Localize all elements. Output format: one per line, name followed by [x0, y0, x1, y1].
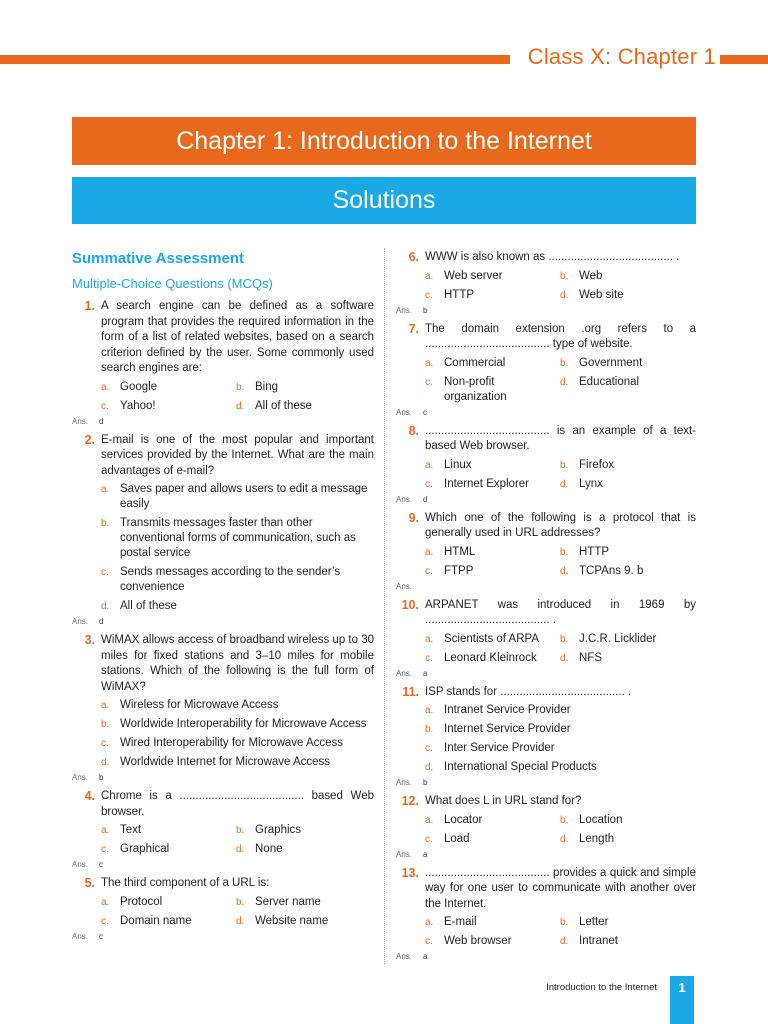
option-item: [236, 842, 374, 857]
answer-label: Ans.: [72, 860, 89, 869]
option-text: Leonard Kleinrock: [444, 651, 537, 664]
option-text: Web server: [444, 269, 503, 282]
solutions-banner: [72, 177, 696, 224]
answer-label: Ans.: [72, 773, 89, 782]
option-letter: c.: [425, 833, 433, 845]
question-item: [396, 322, 696, 409]
option-item: [236, 399, 374, 414]
option-item: [425, 703, 696, 718]
option-item: [425, 632, 560, 647]
option-item: [101, 914, 236, 929]
header-rule-left: [0, 55, 510, 64]
option-item: [560, 269, 696, 284]
options-list: [101, 380, 374, 418]
option-item: [560, 564, 696, 579]
option-letter: b.: [560, 270, 569, 282]
question-number: 6.: [408, 250, 419, 264]
option-item: [560, 545, 696, 560]
option-letter: a.: [425, 814, 434, 826]
option-letter: d.: [560, 833, 569, 845]
option-text: HTTP: [444, 288, 475, 301]
option-letter: b.: [236, 381, 245, 393]
option-text: Inter Service Provider: [444, 742, 555, 754]
option-letter: c.: [425, 565, 433, 577]
question-text: Which one of the following is a protocol that is generally used in URL addresses?: [425, 511, 696, 539]
question-item: [396, 598, 696, 670]
right-column: [396, 250, 696, 968]
option-text: Server name: [255, 895, 321, 908]
option-letter: b.: [560, 459, 569, 471]
option-letter: d.: [560, 376, 569, 388]
option-text: Saves paper and allows users to edit a message easily: [120, 483, 368, 510]
option-text: E-mail: [444, 916, 477, 928]
option-item: [236, 380, 374, 395]
question-item: [396, 511, 696, 583]
option-item: [425, 545, 560, 560]
solutions-title-text: Solutions: [332, 186, 436, 214]
answer-value: c: [423, 407, 427, 417]
option-item: [425, 477, 560, 492]
option-text: NFS: [579, 651, 602, 664]
question-item: [72, 789, 374, 861]
answer-value: a: [423, 849, 428, 859]
answer-label: Ans.: [72, 617, 89, 626]
options-list: [425, 269, 696, 307]
question-number: 1.: [84, 299, 95, 313]
option-text: Educational: [579, 375, 640, 388]
option-text: Graphics: [255, 824, 302, 836]
question-item: [396, 685, 696, 780]
footer-running-title: Introduction to the Internet: [546, 982, 657, 993]
option-letter: a.: [425, 917, 434, 928]
option-item: [101, 516, 374, 561]
option-item: [101, 755, 374, 770]
chapter-title-text: Chapter 1: Introduction to the Internet: [176, 126, 592, 155]
option-text: Wired Interoperability for Microwave Access: [120, 737, 344, 749]
answer-label: Ans.: [396, 778, 413, 787]
question-text: WiMAX allows access of broadband wireless up to 30 miles for fixed stations and 3–10 miles for mobile stations. Which of the following is the full form of WiMAX?: [101, 634, 374, 693]
option-letter: c.: [425, 289, 433, 301]
options-list: [425, 703, 696, 779]
option-item: [425, 288, 560, 303]
option-item: [425, 722, 696, 737]
option-letter: a.: [101, 825, 110, 836]
option-item: [425, 832, 560, 847]
option-item: [560, 651, 696, 666]
option-letter: d.: [560, 478, 569, 490]
option-item: [236, 823, 374, 838]
option-text: Lynx: [579, 477, 603, 490]
option-item: [560, 356, 696, 371]
option-text: Internet Service Provider: [444, 723, 571, 735]
option-item: [425, 915, 560, 930]
option-letter: d.: [560, 289, 569, 301]
option-letter: c.: [101, 844, 109, 855]
option-text: Web site: [579, 288, 624, 301]
option-letter: a.: [101, 896, 110, 908]
question-number: 7.: [408, 321, 419, 336]
option-item: [560, 813, 696, 828]
option-letter: c.: [101, 567, 109, 578]
question-text: Chrome is a ....................................... based Web browser.: [101, 790, 374, 818]
option-item: [425, 269, 560, 284]
option-text: Internet Explorer: [444, 477, 530, 490]
option-text: Website name: [255, 914, 329, 927]
class-chapter-title: Class X: Chapter 1: [527, 44, 716, 69]
question-number: 12.: [401, 794, 419, 808]
question-number: 3.: [84, 633, 95, 647]
question-number: 8.: [408, 423, 419, 438]
left-column: [72, 250, 374, 948]
option-item: [560, 288, 696, 303]
option-item: [101, 717, 374, 732]
question-text: What does L in URL stand for?: [425, 795, 582, 807]
option-text: Commercial: [444, 356, 506, 369]
answer-value: d: [99, 416, 104, 426]
options-list: [425, 458, 696, 496]
option-letter: b.: [560, 814, 569, 826]
option-text: Intranet: [579, 935, 618, 947]
option-text: Protocol: [120, 895, 163, 908]
option-text: Wireless for Microwave Access: [120, 699, 279, 711]
option-text: J.C.R. Licklider: [579, 632, 657, 645]
option-item: [560, 915, 696, 930]
option-letter: d.: [560, 652, 569, 664]
option-item: [560, 375, 696, 405]
option-item: [425, 934, 560, 949]
option-text: Worldwide Interoperability for Microwave Access: [120, 718, 367, 730]
answer-label: Ans.: [396, 668, 413, 678]
option-text: Letter: [579, 916, 609, 928]
option-text: Google: [120, 380, 158, 393]
option-text: Graphical: [120, 843, 170, 855]
question-text: The domain extension .org refers to a ....................................... type of website.: [425, 322, 696, 350]
option-letter: b.: [236, 825, 245, 836]
option-text: All of these: [120, 600, 177, 612]
option-text: FTPP: [444, 564, 474, 577]
options-list: [101, 482, 374, 618]
option-letter: d.: [101, 601, 110, 612]
subsection-title: Multiple-Choice Questions (MCQs): [72, 276, 273, 291]
options-list: [101, 823, 374, 861]
answer-label: Ans.: [72, 931, 89, 941]
option-letter: b.: [236, 896, 245, 908]
answer-label: Ans.: [72, 416, 89, 426]
answer-label: Ans.: [396, 305, 413, 315]
answer-value: b: [423, 778, 428, 787]
option-letter: c.: [425, 743, 433, 754]
option-item: [425, 375, 560, 405]
option-letter: d.: [236, 915, 245, 927]
option-text: Firefox: [579, 458, 615, 471]
question-text: ....................................... is an example of a text-based Web browser.: [425, 424, 696, 452]
question-text: ARPANET was introduced in 1969 by ....................................... .: [425, 598, 696, 626]
answer-label: Ans.: [396, 952, 413, 961]
chapter-title-banner: [72, 117, 696, 165]
page-number-tab: [670, 976, 694, 1024]
option-letter: a.: [101, 381, 110, 393]
option-text: Scientists of ARPA: [444, 632, 540, 645]
option-text: Yahoo!: [120, 399, 156, 412]
answer-value: a: [423, 952, 428, 961]
option-letter: b.: [425, 724, 434, 735]
question-item: [396, 794, 696, 851]
options-list: [425, 915, 696, 953]
option-text: Intranet Service Provider: [444, 704, 571, 716]
option-item: [560, 477, 696, 492]
option-item: [101, 482, 374, 512]
option-letter: c.: [101, 400, 109, 412]
option-item: [101, 842, 236, 857]
option-letter: d.: [236, 844, 245, 855]
option-letter: a.: [425, 705, 434, 716]
question-item: [72, 876, 374, 933]
question-text: WWW is also known as ....................................... .: [425, 251, 680, 263]
column-divider: [384, 248, 385, 964]
answer-value: d: [99, 617, 104, 626]
option-text: None: [255, 843, 283, 855]
question-number: 13.: [401, 865, 419, 880]
question-number: 5.: [84, 876, 95, 890]
question-number: 11.: [402, 684, 419, 699]
option-letter: a.: [425, 633, 434, 645]
option-item: [425, 356, 560, 371]
option-text: Linux: [444, 458, 472, 471]
option-item: [425, 651, 560, 666]
option-item: [560, 832, 696, 847]
option-item: [101, 823, 236, 838]
option-text: HTTP: [579, 545, 610, 558]
option-text: HTML: [444, 545, 476, 558]
option-item: [101, 698, 374, 713]
option-item: [101, 399, 236, 414]
option-text: Domain name: [120, 914, 192, 927]
question-text: E-mail is one of the most popular and important services provided by the Internet. What are the main advantages of e-mail?: [101, 433, 374, 477]
question-text: A search engine can be defined as a software program that provides the required information in the form of a list of related websites, based on a search criterion defined by the user. Some commonly used search engines are:: [101, 300, 374, 374]
option-text: Non-profit organization: [444, 375, 507, 403]
option-letter: c.: [101, 915, 109, 927]
option-text: TCPAns 9. b: [579, 564, 644, 577]
option-letter: c.: [425, 936, 433, 947]
question-text: The third component of a URL is:: [101, 877, 270, 889]
option-item: [560, 458, 696, 473]
answer-value: d: [423, 494, 428, 504]
option-text: Location: [579, 813, 623, 826]
answer-label: Ans.: [396, 407, 413, 417]
answer-value: c: [99, 931, 103, 941]
question-text: ....................................... provides a quick and simple way for one user to communicate with another over the Internet.: [425, 866, 696, 910]
option-text: All of these: [255, 399, 312, 412]
answer-value: b: [423, 305, 428, 315]
option-item: [425, 458, 560, 473]
option-letter: b.: [560, 546, 569, 558]
option-item: [560, 934, 696, 949]
options-list: [101, 895, 374, 933]
question-text: ISP stands for ....................................... .: [425, 685, 632, 698]
option-letter: c.: [425, 652, 433, 664]
question-item: [72, 299, 374, 418]
question-number: 4.: [84, 789, 95, 803]
options-list: [425, 356, 696, 409]
page-number: 1: [678, 980, 686, 995]
option-letter: a.: [425, 546, 434, 558]
options-list: [425, 632, 696, 670]
option-text: Government: [579, 356, 643, 369]
question-item: [72, 433, 374, 619]
option-letter: a.: [101, 700, 110, 711]
option-text: International Special Products: [444, 761, 597, 773]
answer-value: b: [99, 773, 104, 782]
option-item: [101, 736, 374, 751]
option-text: Locator: [444, 813, 483, 826]
option-text: Bing: [255, 380, 279, 393]
option-letter: b.: [560, 633, 569, 645]
option-letter: d.: [101, 757, 110, 768]
option-item: [101, 380, 236, 395]
option-text: Text: [120, 824, 142, 836]
option-letter: a.: [425, 357, 434, 369]
section-title: Summative Assessment: [72, 250, 245, 267]
option-text: Load: [444, 832, 470, 845]
option-text: Sends messages according to the sender’s convenience: [120, 566, 341, 593]
option-letter: b.: [560, 357, 569, 369]
option-text: Web: [579, 269, 603, 282]
option-item: [236, 895, 374, 910]
option-letter: c.: [101, 738, 109, 749]
option-item: [425, 760, 696, 775]
option-letter: b.: [101, 518, 110, 529]
option-letter: d.: [560, 565, 569, 577]
option-text: Worldwide Internet for Microwave Access: [120, 756, 331, 768]
answer-label: Ans.: [396, 494, 413, 504]
question-item: [72, 633, 374, 774]
option-letter: b.: [560, 917, 569, 928]
answer-value: a: [423, 668, 428, 678]
question-number: 9.: [408, 510, 419, 525]
question-item: [396, 250, 696, 307]
answer-value: c: [99, 860, 103, 869]
answer-label: Ans.: [396, 849, 413, 859]
question-item: [396, 424, 696, 496]
question-number: 2.: [84, 432, 95, 447]
option-item: [101, 565, 374, 595]
answer-label: Ans.: [396, 581, 413, 591]
question-number: 10.: [401, 597, 419, 612]
option-letter: d.: [425, 762, 434, 773]
option-item: [560, 632, 696, 647]
option-item: [425, 564, 560, 579]
option-item: [425, 741, 696, 756]
option-item: [425, 813, 560, 828]
option-letter: d.: [560, 936, 569, 947]
option-item: [101, 895, 236, 910]
option-text: Length: [579, 832, 615, 845]
options-list: [101, 698, 374, 774]
options-list: [425, 813, 696, 851]
option-letter: a.: [425, 270, 434, 282]
option-letter: c.: [425, 376, 433, 388]
option-item: [101, 599, 374, 614]
option-letter: b.: [101, 719, 110, 730]
option-item: [236, 914, 374, 929]
option-text: Transmits messages faster than other conventional forms of communication, such as postal service: [120, 517, 356, 559]
option-letter: d.: [236, 400, 245, 412]
question-item: [396, 866, 696, 954]
option-text: Web browser: [444, 935, 512, 947]
option-letter: a.: [425, 459, 434, 471]
option-letter: c.: [425, 478, 433, 490]
options-list: [425, 545, 696, 583]
option-letter: a.: [101, 484, 110, 495]
header-rule-right: [720, 55, 768, 64]
